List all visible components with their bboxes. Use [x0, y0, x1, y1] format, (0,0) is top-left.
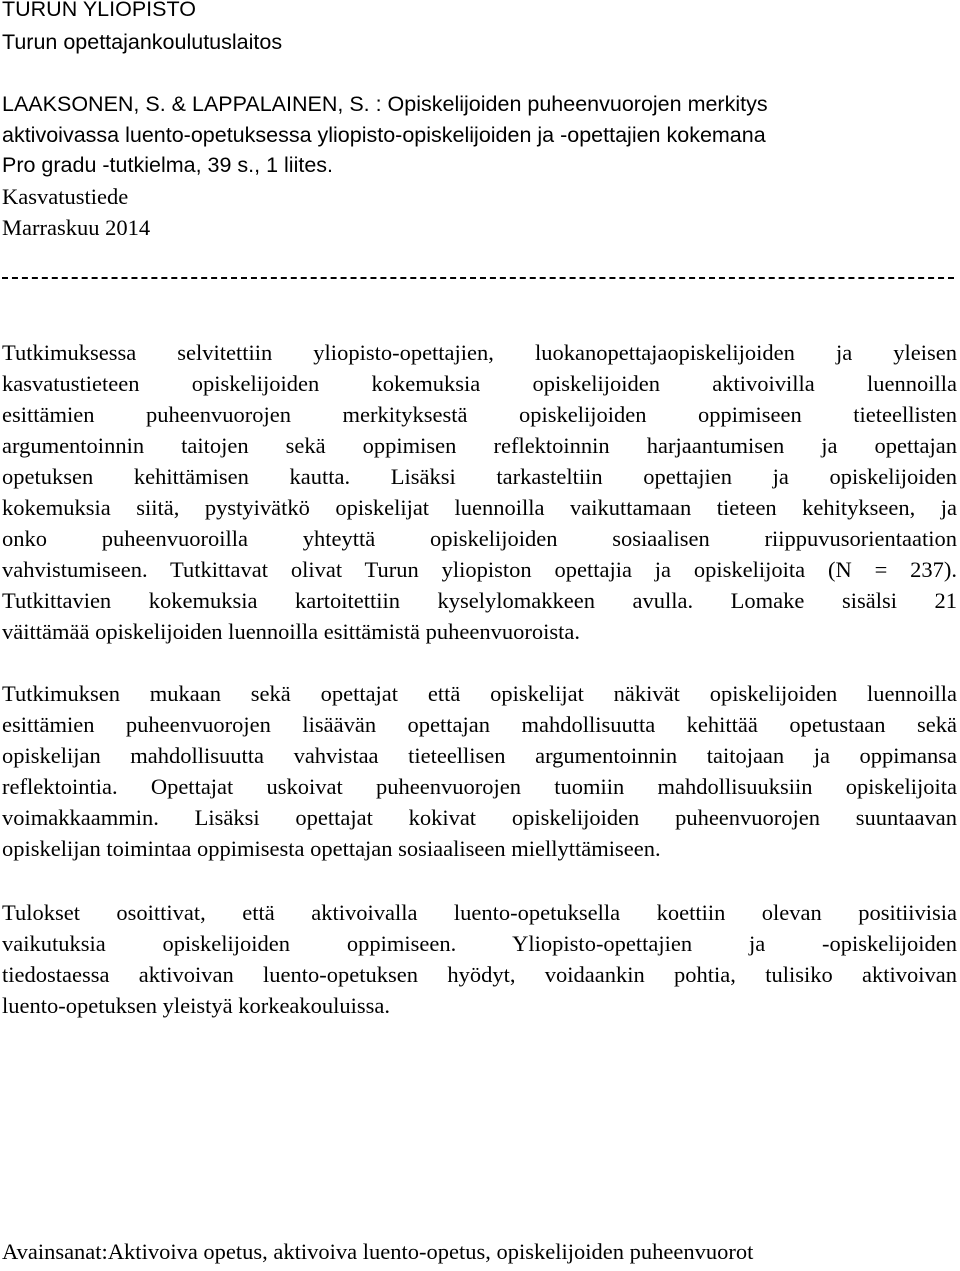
paragraph-line: esittämien puheenvuorojen lisäävän opettajan mahdollisuutta kehittää opetustaan sekä [2, 712, 957, 737]
paragraph-line: esittämien puheenvuorojen merkityksestä opiskelijoiden oppimiseen tieteellisten [2, 402, 957, 427]
paragraph-line: kasvatustieteen opiskelijoiden kokemuksia opiskelijoiden aktivoivilla luennoilla [2, 371, 957, 396]
paragraph-line: tiedostaessa aktivoivan luento-opetuksen hyödyt, voidaankin pohtia, tulisiko aktivoivan [2, 962, 957, 987]
paragraph-line: opetuksen kehittämisen kautta. Lisäksi tarkasteltiin opettajien ja opiskelijoiden [2, 464, 957, 489]
department-name: Turun opettajankoulutuslaitos [2, 30, 283, 54]
keywords-text: Aktivoiva opetus, aktivoiva luento-opetus, opiskelijoiden puheenvuorot [107, 1239, 754, 1264]
paragraph-line: luento-opetuksen yleistyä korkeakouluissa. [2, 993, 391, 1018]
paragraph-line: reflektointia. Opettajat uskoivat puheenvuorojen tuomiin mahdollisuuksiin opiskelijoita [2, 774, 957, 799]
paragraph-line: voimakkaammin. Lisäksi opettajat kokivat opiskelijoiden puheenvuorojen suuntaavan [2, 805, 957, 830]
paragraph-line: Tutkimuksen mukaan sekä opettajat että opiskelijat näkivät opiskelijoiden luennoilla [2, 681, 957, 706]
paragraph-line: väittämää opiskelijoiden luennoilla esittämistä puheenvuoroista. [2, 619, 580, 644]
keywords-label: Avainsanat: [2, 1239, 108, 1264]
paragraph-line: kokemuksia siitä, pystyivätkö opiskelijat luennoilla vaikuttamaan tieteen kehitykseen, ja [2, 495, 957, 520]
publication-date: Marraskuu 2014 [2, 215, 151, 240]
abstract-paragraph-1 [2, 337, 957, 647]
paragraph-line: Tulokset osoittivat, että aktivoivalla luento-opetuksella koettiin olevan positiivisia [2, 900, 957, 925]
university-name: TURUN YLIOPISTO [2, 0, 196, 21]
citation-line-2: aktivoivassa luento-opetuksessa yliopisto-opiskelijoiden ja -opettajien kokemana [2, 123, 766, 147]
paragraph-line: opiskelijan toimintaa oppimisesta opettajan sosiaaliseen miellyttämiseen. [2, 836, 661, 861]
citation-line-1: LAAKSONEN, S. & LAPPALAINEN, S. : Opiskelijoiden puheenvuorojen merkitys [2, 92, 768, 116]
paragraph-line: Tutkittavien kokemuksia kartoitettiin kyselylomakkeen avulla. Lomake sisälsi 21 [2, 588, 957, 613]
paragraph-line: Tutkimuksessa selvitettiin yliopisto-opettajien, luokanopettajaopiskelijoiden ja yleisen [2, 340, 957, 365]
abstract-paragraph-3 [2, 897, 957, 1021]
abstract-paragraph-2 [2, 678, 957, 864]
subject-field: Kasvatustiede [2, 184, 129, 209]
paragraph-line: vahvistumiseen. Tutkittavat olivat Turun yliopiston opettajia ja opiskelijoita (N = 237). [2, 557, 957, 582]
paragraph-line: argumentoinnin taitojen sekä oppimisen reflektoinnin harjaantumisen ja opettajan [2, 433, 957, 458]
dashed-divider [2, 277, 954, 279]
keywords [2, 1236, 753, 1267]
paragraph-line: onko puheenvuoroilla yhteyttä opiskelijoiden sosiaalisen riippuvusorientaation [2, 526, 957, 551]
paragraph-line: vaikutuksia opiskelijoiden oppimiseen. Yliopisto-opettajien ja -opiskelijoiden [2, 931, 957, 956]
paragraph-line: opiskelijan mahdollisuutta vahvistaa tieteellisen argumentoinnin taitojaan ja oppimansa [2, 743, 957, 768]
citation-line-3: Pro gradu -tutkielma, 39 s., 1 liites. [2, 153, 334, 177]
